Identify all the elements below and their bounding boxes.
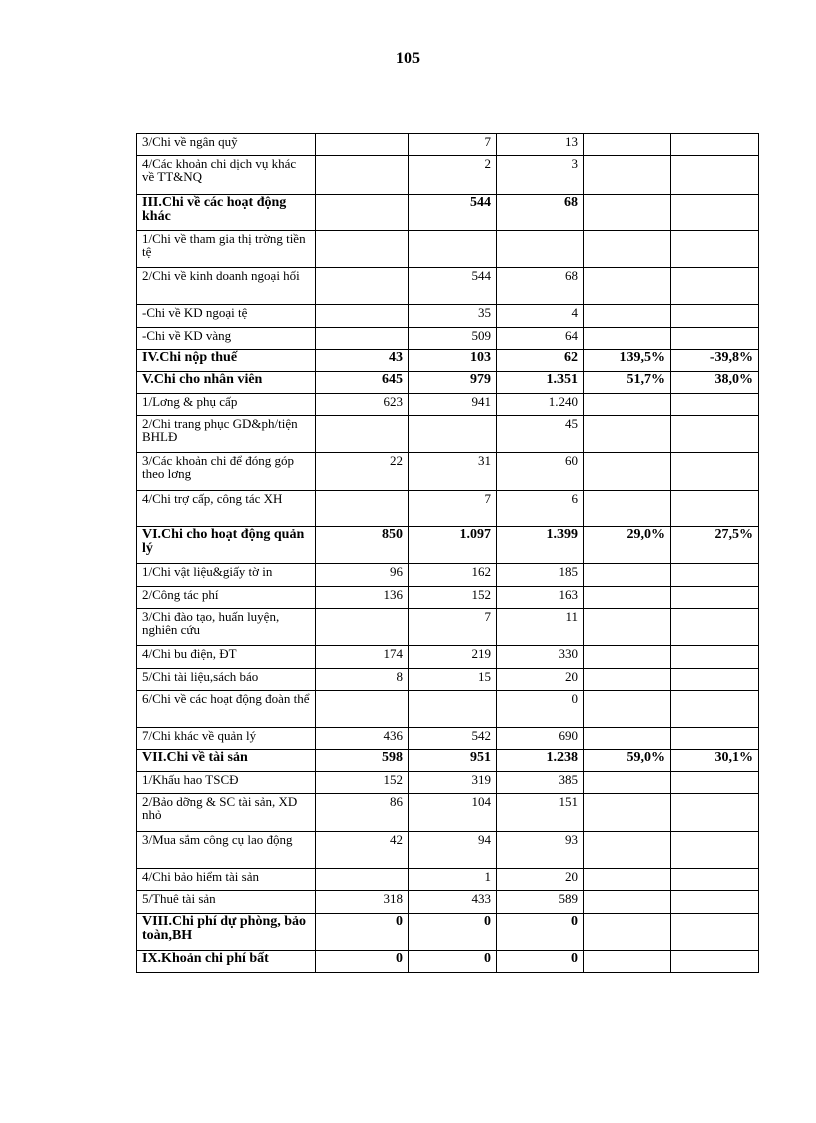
percent-col-1 [584, 794, 671, 832]
value-col-3: 330 [497, 646, 584, 669]
value-col-1: 850 [316, 527, 409, 564]
percent-col-2 [671, 134, 759, 156]
value-col-2: 0 [409, 914, 497, 951]
table-row [137, 305, 759, 328]
value-col-3: 20 [497, 869, 584, 891]
table-row [137, 669, 759, 691]
value-col-3: 68 [497, 268, 584, 305]
value-col-3: 1.399 [497, 527, 584, 564]
row-label: -Chi về KD ngoại tệ [137, 305, 316, 328]
value-col-2: 951 [409, 750, 497, 772]
table-body [137, 134, 759, 973]
percent-col-2 [671, 394, 759, 416]
expense-table [136, 133, 759, 973]
percent-col-1 [584, 691, 671, 728]
value-col-1: 436 [316, 728, 409, 750]
value-col-1: 318 [316, 891, 409, 914]
value-col-3: 1.238 [497, 750, 584, 772]
percent-col-1 [584, 669, 671, 691]
value-col-2: 103 [409, 350, 497, 372]
row-label: 3/Chi đào tạo, huấn luyện, nghiên cứu [137, 609, 316, 646]
row-label: 7/Chi khác về quản lý [137, 728, 316, 750]
table-row [137, 772, 759, 794]
table-row [137, 951, 759, 973]
percent-col-2 [671, 646, 759, 669]
value-col-1: 86 [316, 794, 409, 832]
row-label: 3/Chi về ngân quỹ [137, 134, 316, 156]
value-col-3: 1.240 [497, 394, 584, 416]
row-label: 2/Công tác phí [137, 587, 316, 609]
value-col-1: 174 [316, 646, 409, 669]
percent-col-1 [584, 195, 671, 231]
value-col-3: 6 [497, 491, 584, 527]
value-col-2: 2 [409, 156, 497, 195]
percent-col-1 [584, 564, 671, 587]
percent-col-2: 30,1% [671, 750, 759, 772]
percent-col-2 [671, 195, 759, 231]
percent-col-1 [584, 305, 671, 328]
percent-col-1 [584, 491, 671, 527]
table-row [137, 914, 759, 951]
row-label: 2/Chi về kinh doanh ngoại hối [137, 268, 316, 305]
percent-col-1 [584, 453, 671, 491]
value-col-2: 31 [409, 453, 497, 491]
value-col-2: 1.097 [409, 527, 497, 564]
table-row [137, 691, 759, 728]
row-label: 2/Chi trang phục GD&ph/tiện BHLĐ [137, 416, 316, 453]
value-col-3: 163 [497, 587, 584, 609]
row-label: 4/Chi bảo hiểm tài sản [137, 869, 316, 891]
value-col-2: 162 [409, 564, 497, 587]
percent-col-1 [584, 394, 671, 416]
value-col-3: 13 [497, 134, 584, 156]
value-col-2: 152 [409, 587, 497, 609]
row-label: 2/Bảo dỡng & SC tài sản, XD nhỏ [137, 794, 316, 832]
value-col-3: 64 [497, 328, 584, 350]
percent-col-2 [671, 914, 759, 951]
value-col-3: 11 [497, 609, 584, 646]
percent-col-2 [671, 231, 759, 268]
value-col-1 [316, 305, 409, 328]
value-col-1: 152 [316, 772, 409, 794]
row-label: 1/Chi vật liệu&giấy tờ in [137, 564, 316, 587]
value-col-2: 1 [409, 869, 497, 891]
value-col-3: 62 [497, 350, 584, 372]
table-row [137, 527, 759, 564]
table-row [137, 609, 759, 646]
percent-col-1 [584, 832, 671, 869]
value-col-3: 3 [497, 156, 584, 195]
row-label: III.Chi về các hoạt động khác [137, 195, 316, 231]
value-col-2: 941 [409, 394, 497, 416]
table-row [137, 156, 759, 195]
value-col-2: 433 [409, 891, 497, 914]
percent-col-1 [584, 646, 671, 669]
percent-col-2 [671, 832, 759, 869]
value-col-3: 0 [497, 914, 584, 951]
value-col-2: 94 [409, 832, 497, 869]
percent-col-1 [584, 328, 671, 350]
percent-col-2: 27,5% [671, 527, 759, 564]
row-label: IX.Khoản chi phí bất [137, 951, 316, 973]
value-col-3: 45 [497, 416, 584, 453]
value-col-1: 645 [316, 372, 409, 394]
table-row [137, 794, 759, 832]
value-col-2: 35 [409, 305, 497, 328]
row-label: 3/Mua sắm công cụ lao động [137, 832, 316, 869]
table-row [137, 350, 759, 372]
percent-col-2 [671, 951, 759, 973]
value-col-3: 0 [497, 951, 584, 973]
percent-col-2 [671, 305, 759, 328]
value-col-2: 979 [409, 372, 497, 394]
row-label: 5/Chi tài liệu,sách báo [137, 669, 316, 691]
percent-col-2 [671, 587, 759, 609]
percent-col-1 [584, 268, 671, 305]
percent-col-1 [584, 914, 671, 951]
value-col-2 [409, 231, 497, 268]
value-col-2 [409, 691, 497, 728]
table-row [137, 869, 759, 891]
value-col-3: 93 [497, 832, 584, 869]
row-label: 1/Chi về tham gia thị trờng tiền tệ [137, 231, 316, 268]
table-row [137, 750, 759, 772]
table-row [137, 195, 759, 231]
percent-col-1 [584, 416, 671, 453]
value-col-3: 0 [497, 691, 584, 728]
percent-col-2 [671, 416, 759, 453]
value-col-1: 43 [316, 350, 409, 372]
row-label: V.Chi cho nhân viên [137, 372, 316, 394]
percent-col-2 [671, 728, 759, 750]
value-col-3: 385 [497, 772, 584, 794]
value-col-1 [316, 328, 409, 350]
value-col-1: 0 [316, 914, 409, 951]
row-label: 4/Chi trợ cấp, công tác XH [137, 491, 316, 527]
table-row [137, 328, 759, 350]
table-row [137, 564, 759, 587]
value-col-1: 42 [316, 832, 409, 869]
percent-col-2 [671, 156, 759, 195]
percent-col-2 [671, 609, 759, 646]
value-col-1: 0 [316, 951, 409, 973]
percent-col-1 [584, 869, 671, 891]
value-col-1 [316, 156, 409, 195]
value-col-3: 690 [497, 728, 584, 750]
value-col-1 [316, 134, 409, 156]
percent-col-2 [671, 772, 759, 794]
value-col-3: 60 [497, 453, 584, 491]
value-col-1 [316, 691, 409, 728]
table-row [137, 491, 759, 527]
row-label: IV.Chi nộp thuế [137, 350, 316, 372]
value-col-3: 68 [497, 195, 584, 231]
value-col-1 [316, 609, 409, 646]
percent-col-2 [671, 891, 759, 914]
value-col-2: 509 [409, 328, 497, 350]
percent-col-1 [584, 891, 671, 914]
row-label: VIII.Chi phí dự phòng, bảo toàn,BH [137, 914, 316, 951]
table-row [137, 268, 759, 305]
row-label: VI.Chi cho hoạt động quản lý [137, 527, 316, 564]
table-row [137, 587, 759, 609]
value-col-1 [316, 869, 409, 891]
row-label: 3/Các khoản chi để đóng góp theo lơng [137, 453, 316, 491]
value-col-3: 1.351 [497, 372, 584, 394]
value-col-2: 319 [409, 772, 497, 794]
percent-col-1 [584, 134, 671, 156]
page-number: 105 [396, 50, 420, 67]
value-col-2: 542 [409, 728, 497, 750]
row-label: 1/Khấu hao TSCĐ [137, 772, 316, 794]
percent-col-2 [671, 794, 759, 832]
row-label: -Chi về KD vàng [137, 328, 316, 350]
value-col-2: 0 [409, 951, 497, 973]
value-col-3: 20 [497, 669, 584, 691]
table-row [137, 646, 759, 669]
value-col-1: 623 [316, 394, 409, 416]
value-col-1: 8 [316, 669, 409, 691]
table-row [137, 372, 759, 394]
value-col-2: 15 [409, 669, 497, 691]
percent-col-2: -39,8% [671, 350, 759, 372]
percent-col-1 [584, 231, 671, 268]
percent-col-2 [671, 491, 759, 527]
row-label: 5/Thuê tài sản [137, 891, 316, 914]
value-col-2: 544 [409, 268, 497, 305]
row-label: 4/Chi bu điện, ĐT [137, 646, 316, 669]
row-label: VII.Chi về tài sản [137, 750, 316, 772]
value-col-2: 544 [409, 195, 497, 231]
value-col-2: 104 [409, 794, 497, 832]
value-col-1 [316, 416, 409, 453]
table-row [137, 231, 759, 268]
percent-col-1 [584, 951, 671, 973]
value-col-1 [316, 231, 409, 268]
row-label: 1/Lơng & phụ cấp [137, 394, 316, 416]
value-col-2: 219 [409, 646, 497, 669]
value-col-3: 185 [497, 564, 584, 587]
table-row [137, 832, 759, 869]
percent-col-1 [584, 728, 671, 750]
table-row [137, 134, 759, 156]
value-col-1: 96 [316, 564, 409, 587]
percent-col-2 [671, 453, 759, 491]
table-row [137, 453, 759, 491]
percent-col-2: 38,0% [671, 372, 759, 394]
percent-col-2 [671, 268, 759, 305]
percent-col-1: 139,5% [584, 350, 671, 372]
value-col-2: 7 [409, 134, 497, 156]
table-row [137, 394, 759, 416]
value-col-2 [409, 416, 497, 453]
percent-col-2 [671, 869, 759, 891]
value-col-1: 22 [316, 453, 409, 491]
value-col-3: 589 [497, 891, 584, 914]
value-col-1 [316, 195, 409, 231]
percent-col-2 [671, 691, 759, 728]
percent-col-1 [584, 609, 671, 646]
percent-col-2 [671, 328, 759, 350]
percent-col-2 [671, 564, 759, 587]
value-col-3: 4 [497, 305, 584, 328]
value-col-1: 598 [316, 750, 409, 772]
value-col-2: 7 [409, 491, 497, 527]
value-col-1 [316, 491, 409, 527]
value-col-1: 136 [316, 587, 409, 609]
row-label: 4/Các khoản chi dịch vụ khác về TT&NQ [137, 156, 316, 195]
percent-col-1: 59,0% [584, 750, 671, 772]
value-col-1 [316, 268, 409, 305]
row-label: 6/Chi về các hoạt động đoàn thể [137, 691, 316, 728]
table-row [137, 728, 759, 750]
table-row [137, 416, 759, 453]
percent-col-1: 51,7% [584, 372, 671, 394]
value-col-3 [497, 231, 584, 268]
value-col-2: 7 [409, 609, 497, 646]
percent-col-1 [584, 772, 671, 794]
percent-col-1 [584, 587, 671, 609]
table-row [137, 891, 759, 914]
percent-col-2 [671, 669, 759, 691]
percent-col-1 [584, 156, 671, 195]
percent-col-1: 29,0% [584, 527, 671, 564]
value-col-3: 151 [497, 794, 584, 832]
